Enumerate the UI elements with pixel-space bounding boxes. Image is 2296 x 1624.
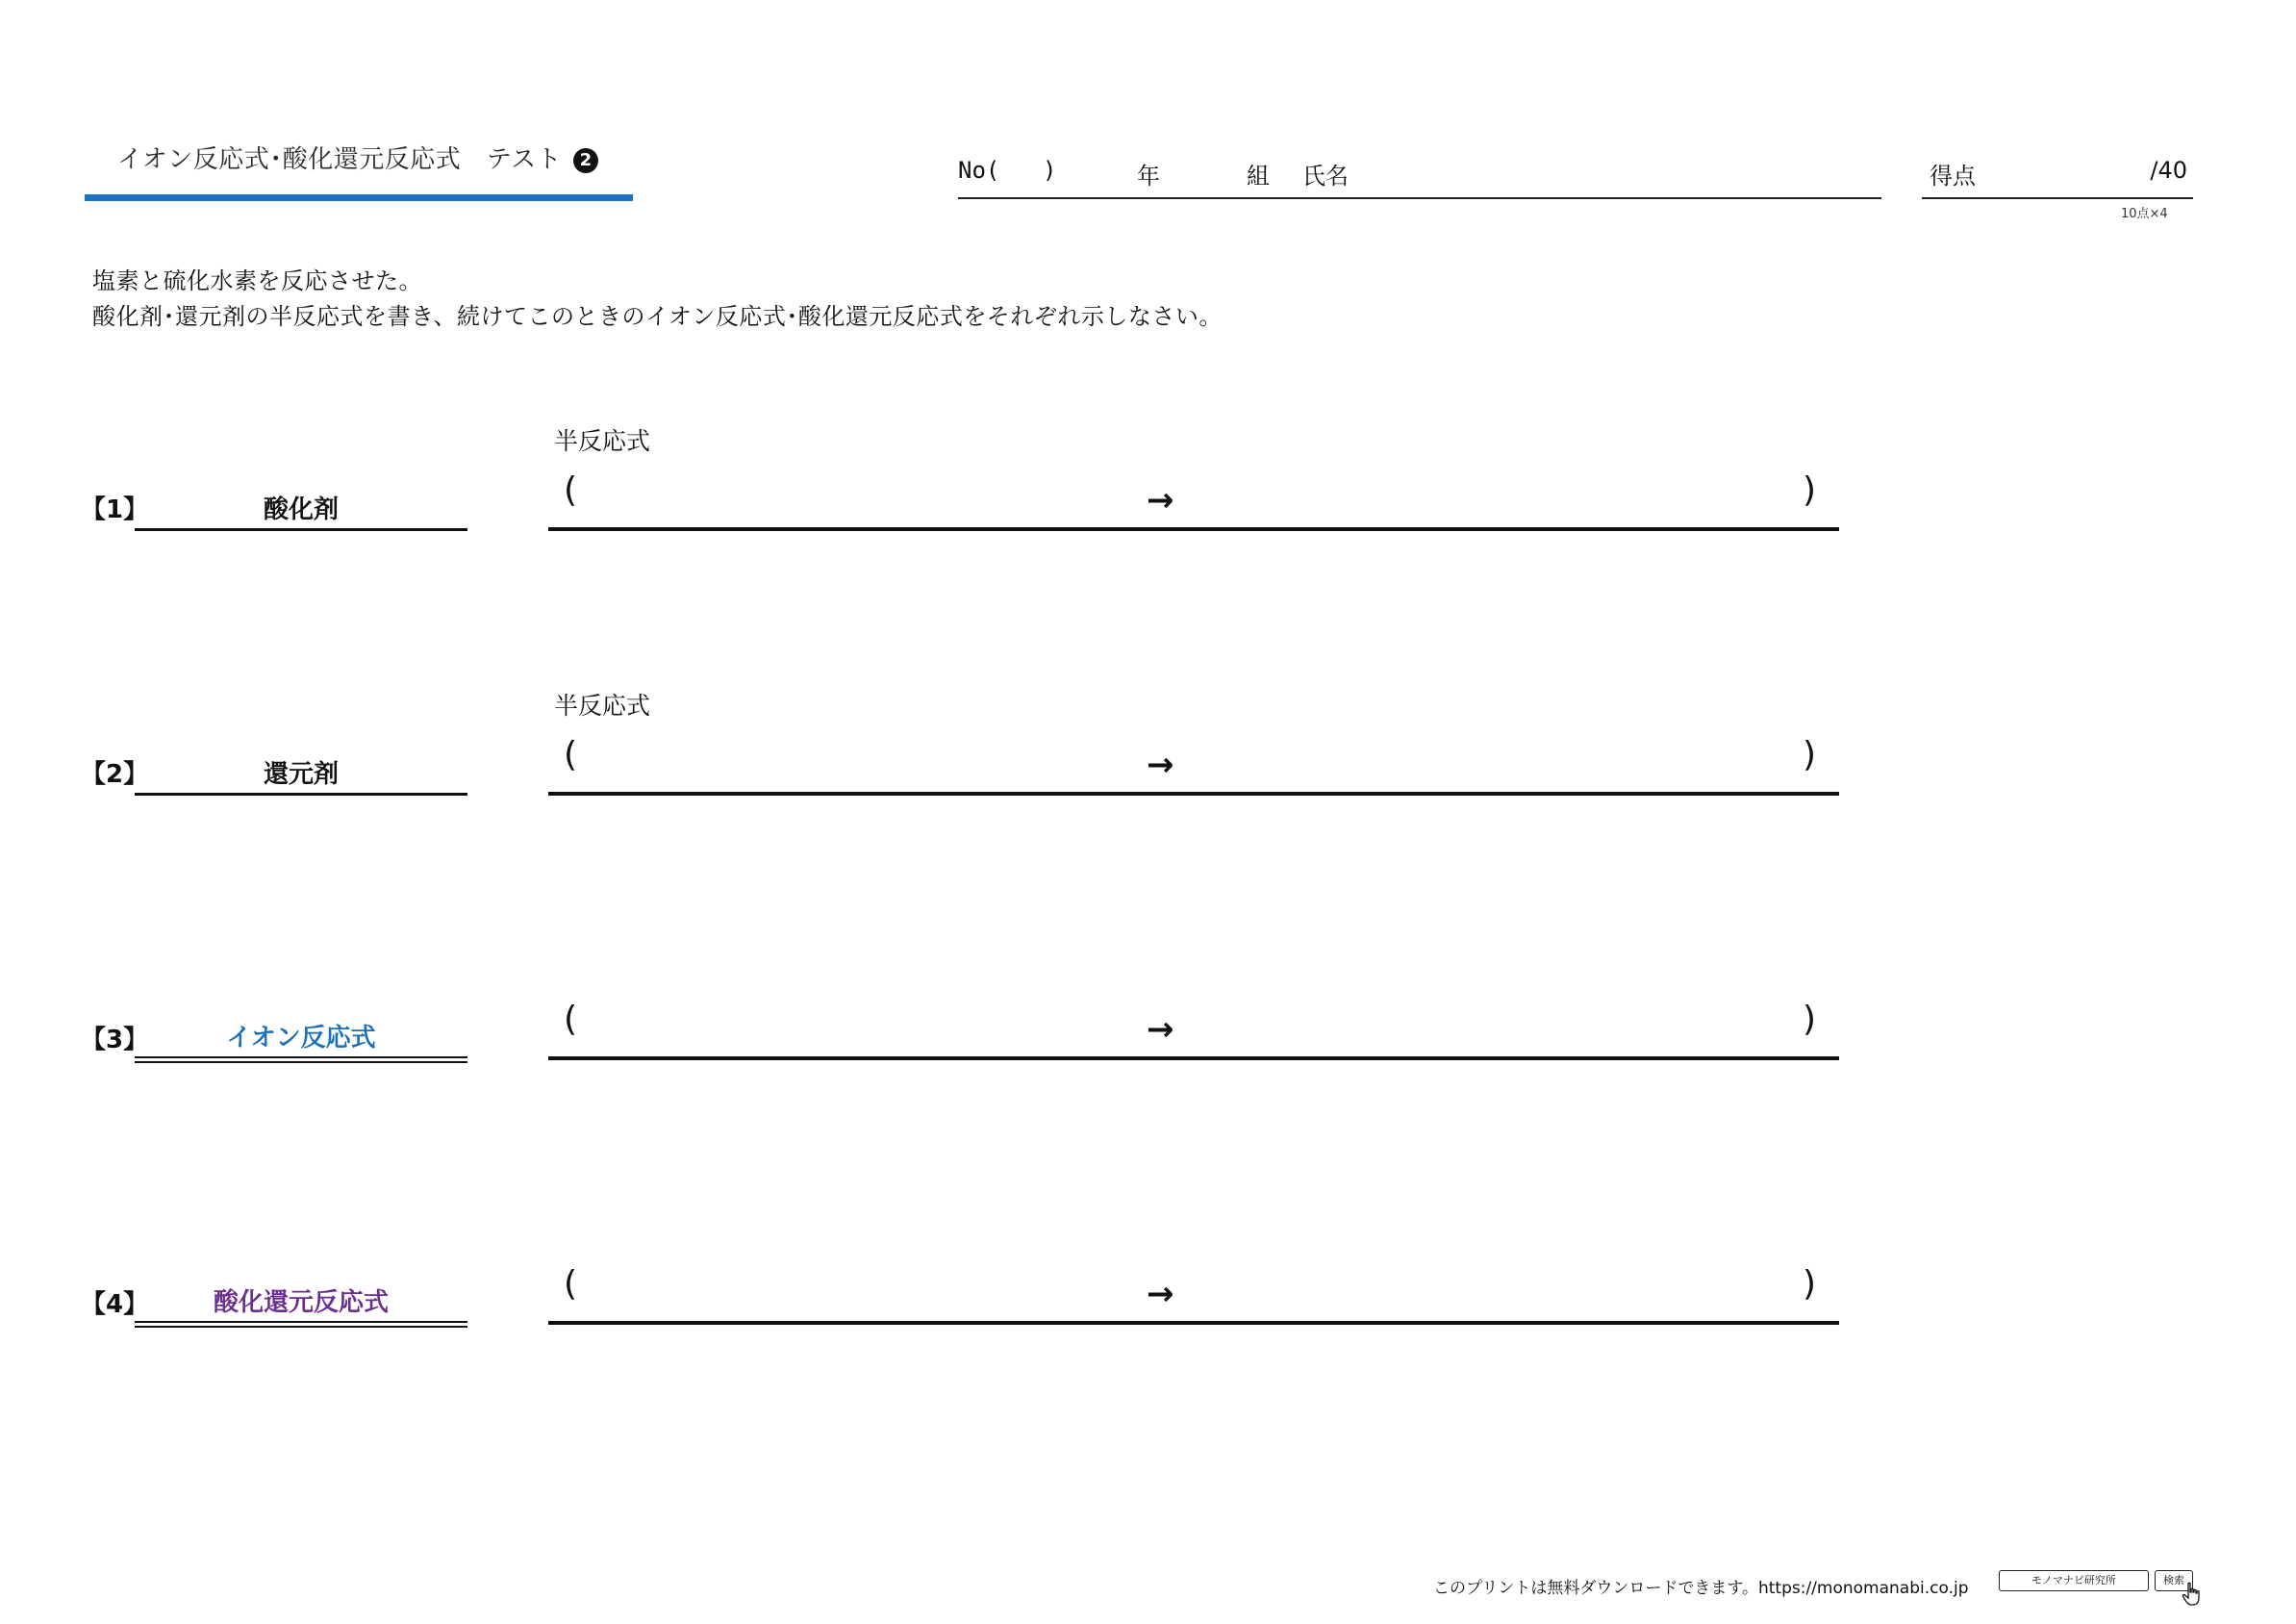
title-underline [85, 194, 633, 201]
question-number-4: 【4】 [81, 1290, 149, 1319]
answer-field-3[interactable] [548, 1056, 1839, 1060]
search-box[interactable]: モノマナビ研究所 [1999, 1570, 2149, 1591]
open-paren-2: ( [564, 735, 578, 774]
no-label: No( [958, 157, 1000, 184]
close-paren-1: ) [1803, 470, 1817, 510]
half-reaction-label-2: 半反応式 [554, 692, 651, 720]
close-paren-3: ) [1803, 1000, 1817, 1039]
question-label-text-2: 還元剤 [263, 760, 339, 789]
question-number-2: 【2】 [81, 760, 149, 789]
name-label: 氏名 [1302, 163, 1349, 190]
instruction-line-1: 塩素と硫化水素を反応させた。 [92, 267, 422, 294]
page-title-text: イオン反応式･酸化還元反応式 テスト [117, 145, 563, 174]
half-reaction-label-1: 半反応式 [554, 427, 651, 455]
question-label-3 [135, 1018, 467, 1063]
page-title [117, 140, 598, 175]
answer-field-1[interactable] [548, 527, 1839, 531]
question-label-text-3: イオン反応式 [226, 1024, 376, 1053]
arrow-icon-4: → [1147, 1275, 1174, 1313]
answer-field-4[interactable] [548, 1321, 1839, 1325]
arrow-icon-1: → [1147, 481, 1174, 520]
score-total: /40 [2150, 157, 2187, 184]
footer-download-note: このプリントは無料ダウンロードできます。https://monomanabi.co.jp [1433, 1579, 1969, 1598]
close-paren-4: ) [1803, 1264, 1817, 1304]
instruction-line-2: 酸化剤･還元剤の半反応式を書き、続けてこのときのイオン反応式･酸化還元反応式をそれぞれ示しなさい。 [92, 303, 1223, 330]
test-number-badge: 2 [573, 148, 598, 173]
question-label-1 [135, 490, 467, 531]
hand-pointer-icon [2182, 1582, 2203, 1607]
question-label-4 [135, 1282, 467, 1328]
year-label: 年 [1137, 163, 1160, 190]
search-button[interactable]: 検索 [2155, 1570, 2193, 1591]
student-info-line [958, 157, 1881, 199]
arrow-icon-3: → [1147, 1010, 1174, 1049]
question-label-2 [135, 754, 467, 796]
close-paren-2: ) [1803, 735, 1817, 774]
answer-field-2[interactable] [548, 792, 1839, 796]
arrow-icon-2: → [1147, 746, 1174, 784]
question-number-3: 【3】 [81, 1026, 149, 1054]
open-paren-3: ( [564, 1000, 578, 1039]
score-box [1922, 157, 2193, 199]
open-paren-4: ( [564, 1264, 578, 1304]
question-label-text-4: 酸化還元反応式 [213, 1288, 389, 1317]
question-number-1: 【1】 [81, 495, 149, 524]
score-note: 10点×4 [2121, 207, 2168, 221]
class-label: 組 [1247, 163, 1270, 190]
no-close: ) [1043, 157, 1057, 184]
question-label-text-1: 酸化剤 [263, 495, 339, 524]
open-paren-1: ( [564, 470, 578, 510]
score-label: 得点 [1930, 163, 1976, 190]
